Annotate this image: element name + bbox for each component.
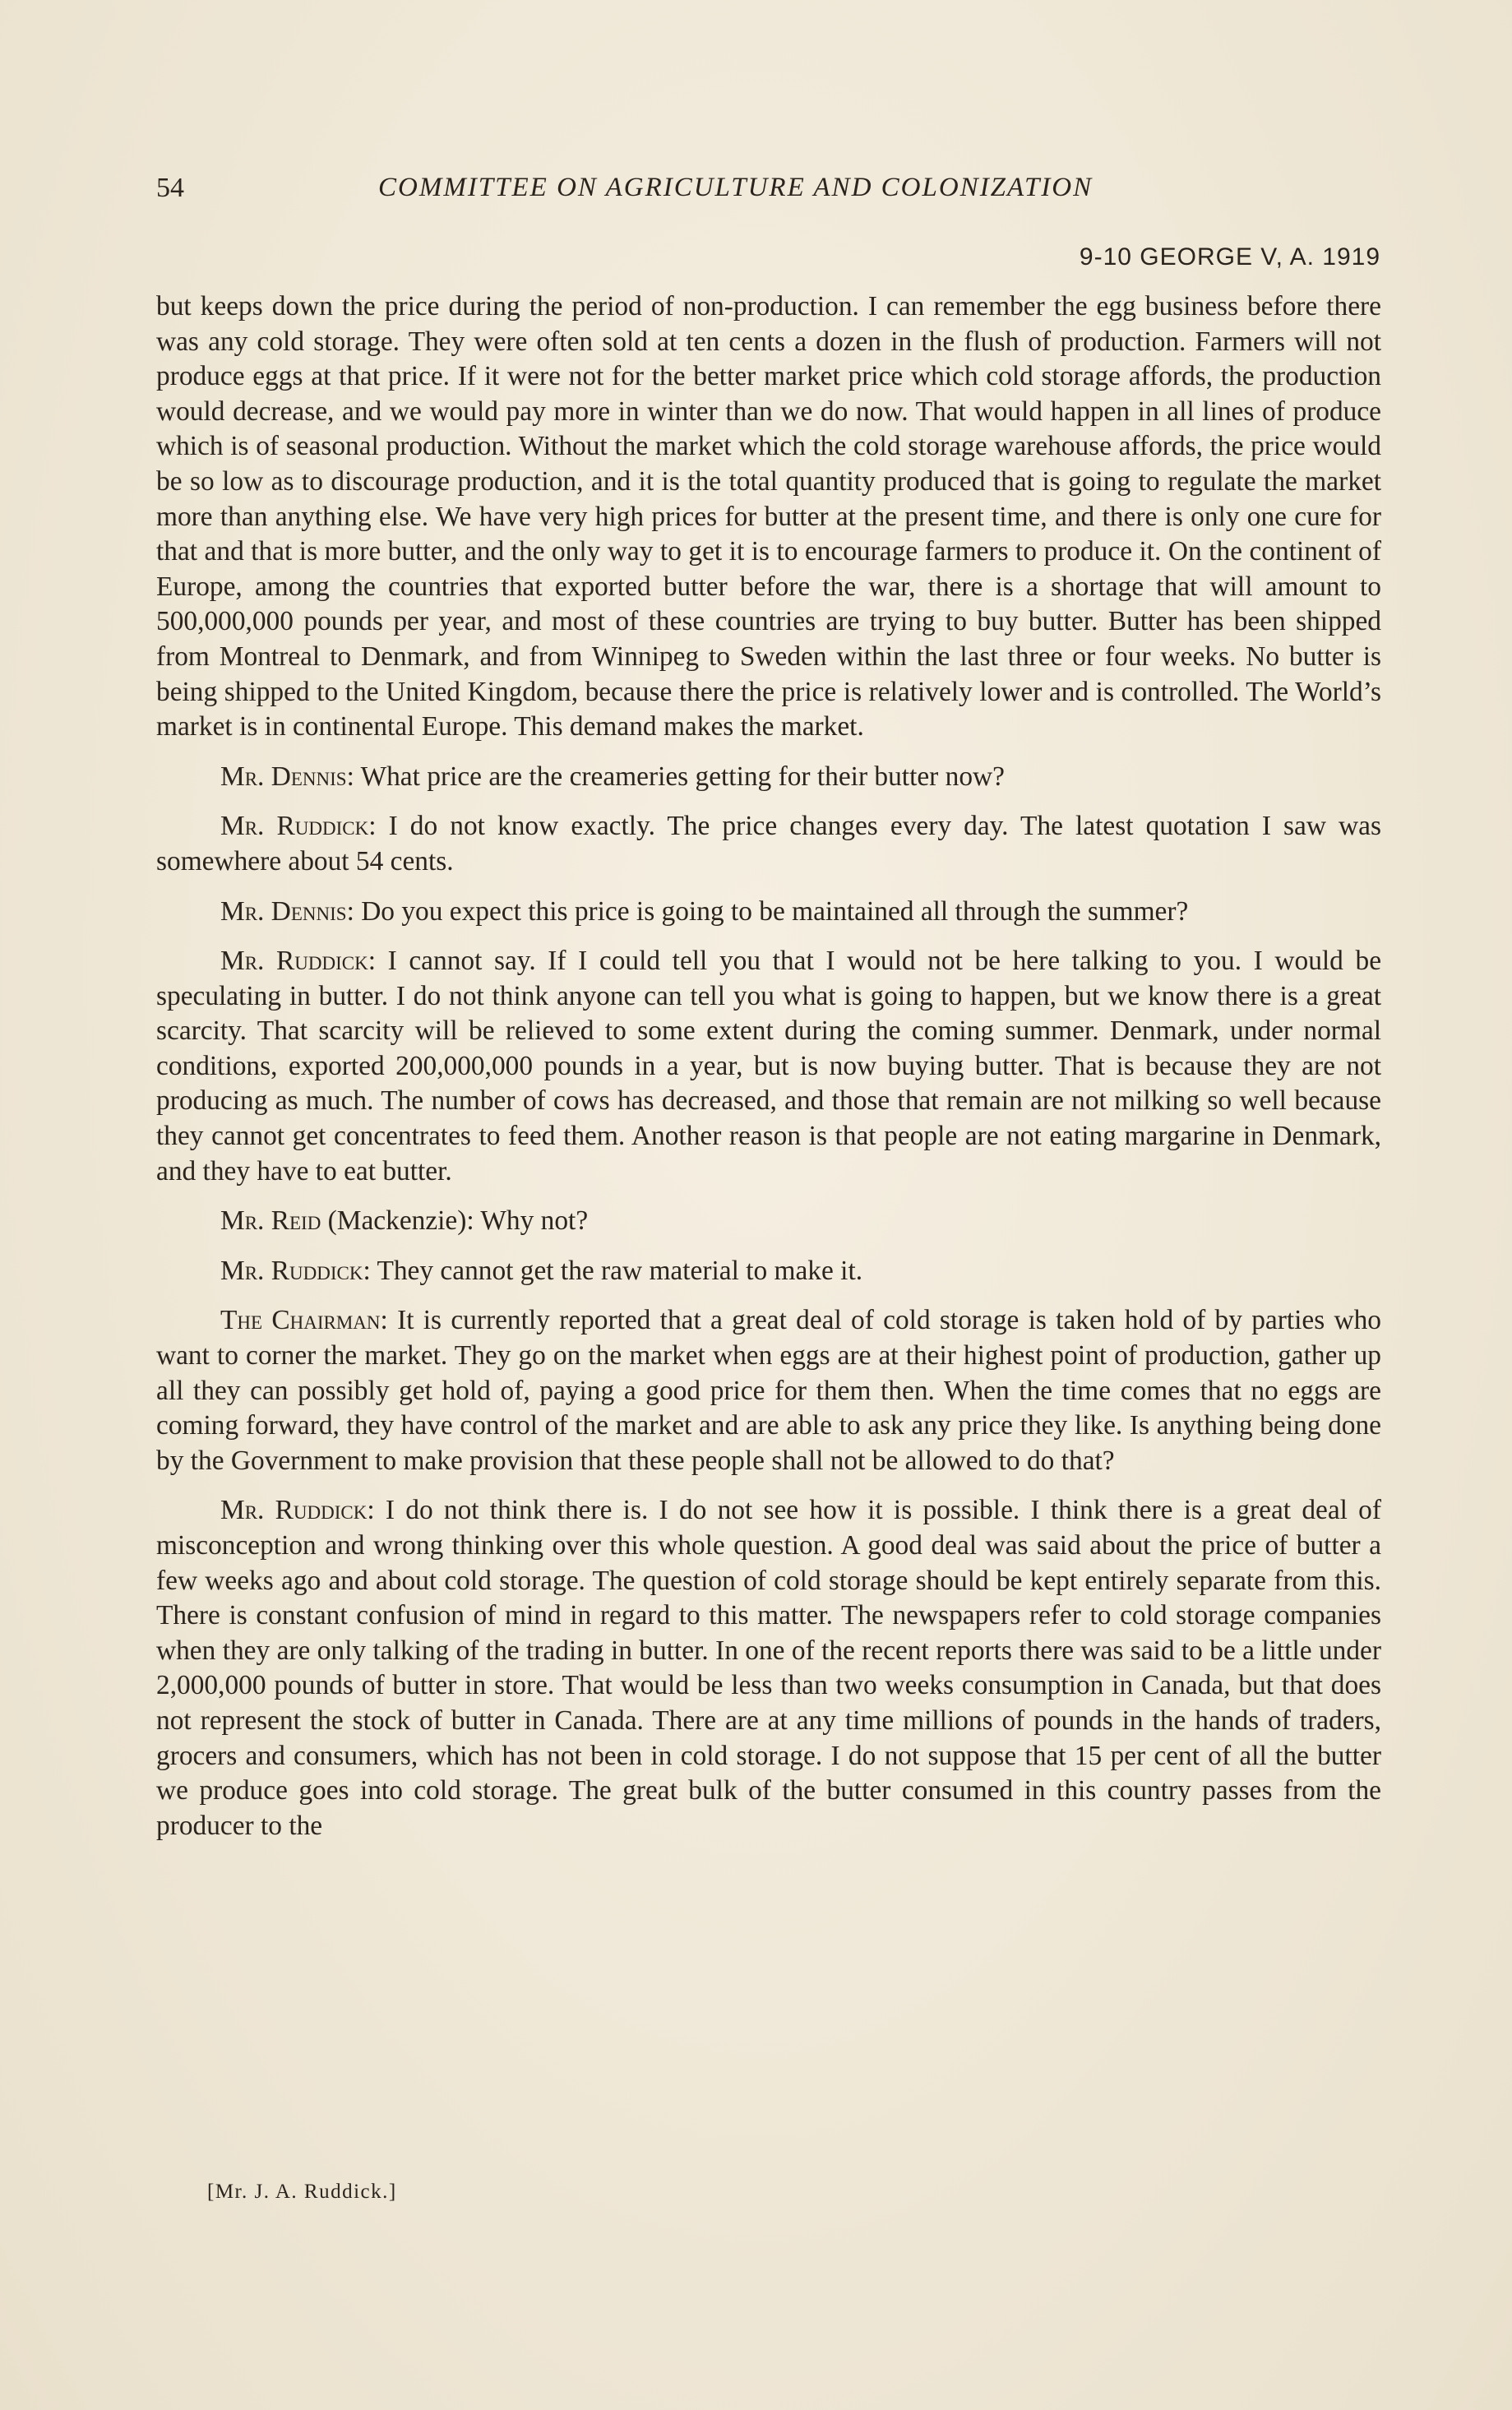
speaker-separator: : xyxy=(346,895,362,927)
speaker-separator: : xyxy=(367,1495,386,1526)
speaker-separator: : xyxy=(368,811,389,842)
speaker-separator: : xyxy=(380,1305,398,1336)
speech-text: I do not know exactly. The price changes every day. The latest quotation I saw was somewhere about 54 cents. xyxy=(156,811,1381,877)
speech-paragraph xyxy=(156,895,1381,930)
speaker-name: Mr. Reid xyxy=(220,1205,321,1237)
speech-text: They cannot get the raw material to make it. xyxy=(377,1255,863,1286)
speaker-name: Mr. Dennis xyxy=(220,761,347,792)
speech-paragraph xyxy=(156,1254,1381,1289)
session-label: 9-10 GEORGE V, A. 1919 xyxy=(1079,243,1380,271)
speaker-separator: (Mackenzie): xyxy=(321,1205,481,1237)
speaker-name: The Chairman xyxy=(220,1305,381,1336)
speaker-name: Mr. Ruddick xyxy=(220,1495,368,1526)
speech-text: Do you expect this price is going to be maintained all through the summer? xyxy=(361,895,1189,927)
body-text xyxy=(156,289,1381,1858)
speech-text: It is currently reported that a great deal of cold storage is taken hold of by parties who want to corner the market. They go on the market when eggs are at their highest point of production, gather up all they can possibly get hold of, paying a good price for them then. When the time comes that no eggs are coming forward, they have control of the market and are able to ask any price they like. Is anything being done by the Government to make provision that these people shall not be allowed to do that? xyxy=(156,1305,1382,1476)
speaker-name: Mr. Ruddick xyxy=(220,811,369,842)
speaker-name: Mr. Ruddick xyxy=(220,1255,363,1286)
speaker-name: Mr. Ruddick xyxy=(220,946,368,977)
running-title: COMMITTEE ON AGRICULTURE AND COLONIZATION xyxy=(378,173,1094,202)
speech-paragraph xyxy=(156,1204,1381,1239)
speaker-separator: : xyxy=(346,761,361,792)
speech-text: I cannot say. If I could tell you that I would not be here talking to you. I would be speculating in butter. I do not think anyone can tell you what is going to happen, but we know there is a great scarcity. That scarcity will be relieved to some extent during the coming summer. Denmark, under normal conditions, exported 200,000,000 pounds in a year, but is now buying butter. That is because they are not producing as much. The number of cows has decreased, and those that remain are not milking so well because they cannot get concentrates to feed them. Another reason is that people are not eating margarine in Denmark, and they have to eat butter. xyxy=(156,946,1382,1186)
speaker-name: Mr. Dennis xyxy=(220,895,347,927)
speech-text: Why not? xyxy=(480,1205,589,1237)
speech-text: What price are the creameries getting for their butter now? xyxy=(360,761,1005,792)
page-number: 54 xyxy=(156,173,184,203)
speech-paragraph xyxy=(156,944,1381,1189)
speaker-separator: : xyxy=(368,946,388,977)
speech-paragraph xyxy=(156,1493,1381,1843)
paragraph xyxy=(156,289,1381,745)
witness-note: [Mr. J. A. Ruddick.] xyxy=(207,2181,397,2203)
speech-paragraph xyxy=(156,1303,1381,1478)
speech-paragraph xyxy=(156,809,1381,879)
speech-paragraph xyxy=(156,760,1381,795)
paragraph-text: but keeps down the price during the period of non-production. I can remember the egg business before there was any cold storage. They were often sold at ten cents a dozen in the flush of production. Farmers will not produce eggs at that price. If it were not for the better market price which cold storage affords, the production would decrease, and we would pay more in winter than we do now. That would happen in all lines of produce which is of seasonal production. Without the market which the cold storage warehouse affords, the price would be so low as to discourage production, and it is the total quantity produced that is going to regulate the market more than anything else. We have very high prices for butter at the present time, and there is only one cure for that and that is more butter, and the only way to get it is to encourage farmers to produce it. On the continent of Europe, among the countries that exported butter before the war, there is a shortage that will amount to 500,000,000 pounds per year, and most of these countries are trying to buy butter. Butter has been shipped from Montreal to Denmark, and from Winnipeg to Sweden within the last three or four weeks. No butter is being shipped to the United Kingdom, because there the price is relatively lower and is controlled. The World’s market is in continental Europe. This demand makes the market. xyxy=(156,291,1381,742)
page-header xyxy=(156,173,1176,214)
speaker-separator: : xyxy=(363,1255,377,1286)
speech-text: I do not think there is. I do not see how it is possible. I think there is a great deal of misconception and wrong thinking over this whole question. A good deal was said about the price of butter a few weeks ago and about cold storage. The question of cold storage should be kept entirely separate from this. There is constant confusion of mind in regard to this matter. The newspapers refer to cold storage companies when they are only talking of the trading in butter. In one of the recent reports there was said to be a little under 2,000,000 pounds of butter in store. That would be less than two weeks consumption in Canada, but that does not represent the stock of butter in Canada. There are at any time millions of pounds in the hands of traders, grocers and consumers, which has not been in cold storage. I do not suppose that 15 per cent of all the butter we produce goes into cold storage. The great bulk of the butter consumed in this country passes from the producer to the xyxy=(156,1495,1382,1841)
